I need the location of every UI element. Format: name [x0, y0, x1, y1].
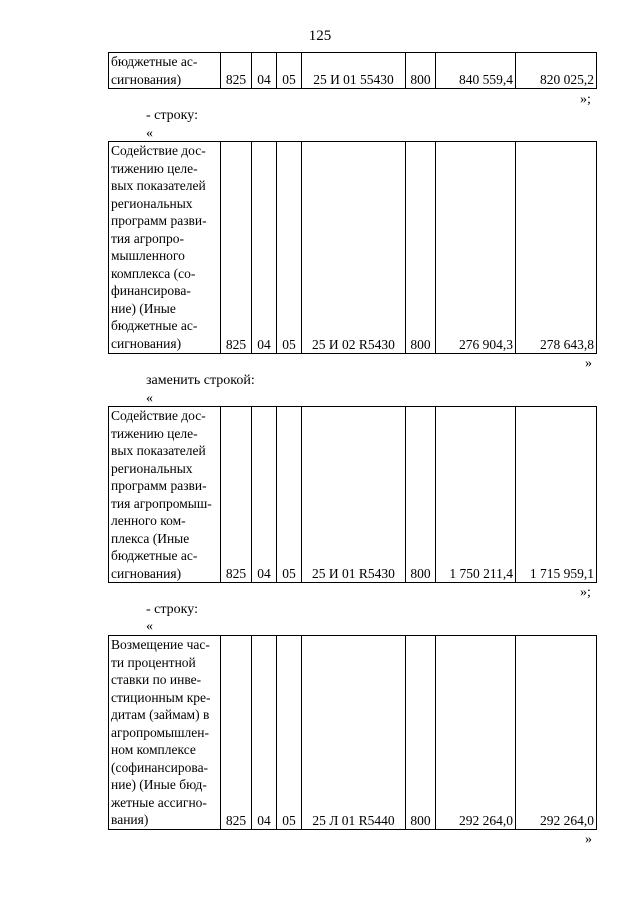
name-line: вых показателей: [111, 178, 206, 193]
name-line: бюджетные ас-: [111, 548, 198, 563]
budget-row-table: [108, 635, 597, 830]
name-line: вания): [111, 812, 149, 827]
amount-year1-cell: 292 264,0: [436, 636, 516, 830]
name-line: ние) (Иные: [111, 300, 176, 316]
name-line: тия агропро-: [111, 230, 184, 246]
target-article-cell: 25 Л 01 R5440: [302, 636, 406, 830]
instruction-text: - строку:: [146, 108, 198, 123]
closing-quote: »;: [580, 585, 591, 600]
name-line: сигнования): [111, 335, 182, 351]
name-line: тижению целе-: [111, 160, 198, 176]
instruction-text: - строку:: [146, 602, 198, 617]
row-name-cell: [109, 636, 221, 830]
row-name-cell: [109, 407, 221, 583]
name-line: финансирова-: [111, 283, 191, 298]
section-cell: 04: [252, 53, 277, 89]
amount-year2-cell: 820 025,2: [516, 53, 597, 89]
subsection-cell: 05: [277, 53, 302, 89]
expense-type-cell: 800: [406, 53, 436, 89]
target-article-cell: 25 И 01 55430: [302, 53, 406, 89]
name-line: ние) (Иные бюд-: [111, 777, 207, 792]
section-cell: 04: [252, 636, 277, 830]
name-line: тия агропромыш-: [111, 495, 212, 511]
name-line: бюджетные ас-: [111, 54, 198, 69]
subsection-cell: 05: [277, 636, 302, 830]
opening-quote: «: [146, 391, 153, 406]
name-line: ленного ком-: [111, 513, 186, 528]
row-name-cell: [109, 142, 221, 354]
opening-quote: «: [146, 126, 153, 141]
target-article-cell: 25 И 02 R5430: [302, 142, 406, 354]
grbs-cell: 825: [221, 142, 252, 354]
expense-type-cell: 800: [406, 407, 436, 583]
name-line: региональных: [111, 195, 193, 211]
name-line: сигнования): [111, 565, 182, 581]
name-line: мышленного: [111, 248, 185, 263]
grbs-cell: 825: [221, 53, 252, 89]
name-line: ставки по инве-: [111, 672, 202, 687]
amount-year1-cell: 1 750 211,4: [436, 407, 516, 583]
budget-row-table: [108, 141, 597, 354]
name-line: тижению целе-: [111, 425, 198, 441]
name-line: стиционным кре-: [111, 689, 211, 705]
row-name-cell: [109, 53, 221, 89]
subsection-cell: 05: [277, 407, 302, 583]
grbs-cell: 825: [221, 636, 252, 830]
amount-year2-cell: 278 643,8: [516, 142, 597, 354]
name-line: дитам (займам) в: [111, 707, 210, 722]
name-line: сигнования): [111, 71, 182, 87]
name-line: Содействие дос-: [111, 408, 206, 423]
name-line: плекса (Иные: [111, 530, 190, 546]
name-line: (софинансирова-: [111, 759, 209, 775]
expense-type-cell: 800: [406, 636, 436, 830]
amount-year1-cell: 840 559,4: [436, 53, 516, 89]
name-line: региональных: [111, 460, 193, 476]
section-cell: 04: [252, 142, 277, 354]
instruction-text: заменить строкой:: [146, 373, 255, 388]
budget-row-table: [108, 406, 597, 583]
name-line: программ разви-: [111, 478, 207, 493]
section-cell: 04: [252, 407, 277, 583]
target-article-cell: 25 И 01 R5430: [302, 407, 406, 583]
name-line: ном комплексе: [111, 742, 196, 757]
grbs-cell: 825: [221, 407, 252, 583]
name-line: Содействие дос-: [111, 143, 206, 158]
page-number: 125: [308, 28, 332, 44]
amount-year1-cell: 276 904,3: [436, 142, 516, 354]
amount-year2-cell: 1 715 959,1: [516, 407, 597, 583]
name-line: комплекса (со-: [111, 265, 196, 281]
expense-type-cell: 800: [406, 142, 436, 354]
name-line: Возмещение час-: [111, 637, 210, 652]
name-line: вых показателей: [111, 443, 206, 458]
name-line: жетные ассигно-: [111, 794, 207, 810]
subsection-cell: 05: [277, 142, 302, 354]
amount-year2-cell: 292 264,0: [516, 636, 597, 830]
name-line: ти процентной: [111, 654, 196, 670]
closing-quote: »: [585, 356, 592, 371]
name-line: бюджетные ас-: [111, 318, 198, 333]
name-line: программ разви-: [111, 213, 207, 228]
name-line: агропромышлен-: [111, 724, 209, 740]
closing-quote: »: [585, 832, 592, 847]
opening-quote: «: [146, 619, 153, 634]
budget-row-table: [108, 52, 597, 89]
closing-quote: »;: [580, 92, 591, 107]
